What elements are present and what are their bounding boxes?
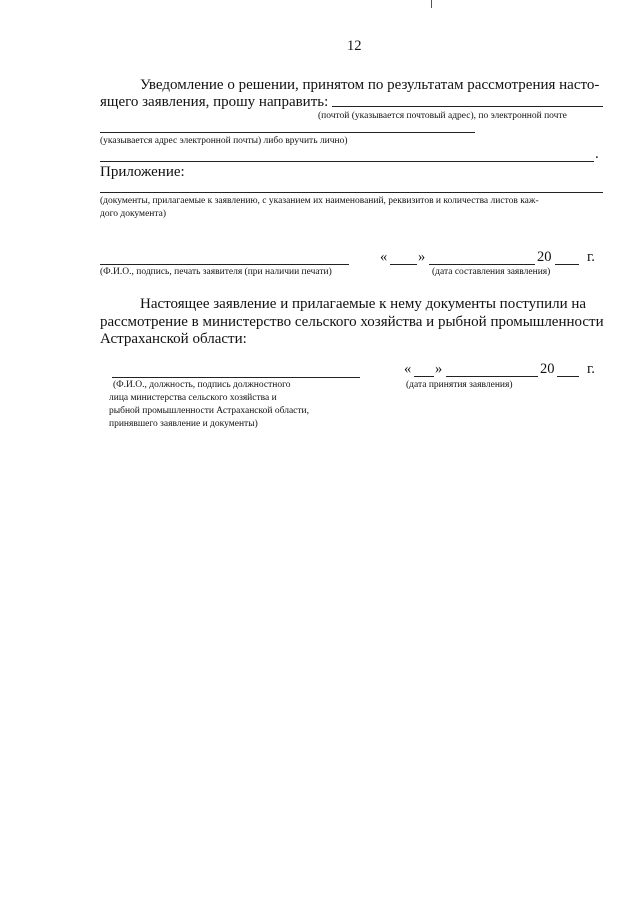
official-hint-1: (Ф.И.О., должность, подпись должностного <box>113 380 291 390</box>
official-year-field[interactable] <box>557 376 579 377</box>
official-hint-3: рыбной промышленности Астраханской области, <box>109 406 310 416</box>
applicant-year-field[interactable] <box>555 264 579 265</box>
official-date-close-quote: » <box>435 361 443 377</box>
official-day-field[interactable] <box>414 376 434 377</box>
top-edge-mark <box>431 0 432 8</box>
official-month-field[interactable] <box>446 376 538 377</box>
page-number: 12 <box>347 38 362 54</box>
official-year-suffix: г. <box>587 361 595 377</box>
official-hint-4: принявшего заявление и документы) <box>109 419 258 429</box>
received-line-2: рассмотрение в министерство сельского хозяйства и рыбной промышленности <box>100 314 604 330</box>
notice-line-1: Уведомление о решении, принятом по результатам рассмотрения насто- <box>140 77 600 93</box>
applicant-date-hint: (дата составления заявления) <box>432 267 551 277</box>
applicant-day-field[interactable] <box>390 264 417 265</box>
applicant-fio-hint: (Ф.И.О., подпись, печать заявителя (при наличии печати) <box>100 267 332 277</box>
applicant-year-prefix: 20 <box>537 249 552 265</box>
applicant-year-suffix: г. <box>587 249 595 265</box>
applicant-date-open-quote: « <box>380 249 388 265</box>
attachment-hint-1: (документы, прилагаемые к заявлению, с указанием их наименований, реквизитов и количества листов каж- <box>100 196 539 206</box>
attachment-field[interactable] <box>100 192 603 193</box>
delivery-method-field[interactable] <box>332 106 603 107</box>
hint-post: (почтой (указывается почтовый адрес), по электронной почте <box>318 111 567 121</box>
attachment-hint-2: дого документа) <box>100 209 167 219</box>
applicant-signature-field[interactable] <box>100 264 349 265</box>
received-line-1: Настоящее заявление и прилагаемые к нему документы поступили на <box>140 296 587 312</box>
applicant-date-close-quote: » <box>418 249 426 265</box>
attachment-heading: Приложение: <box>100 164 185 180</box>
official-signature-field[interactable] <box>112 377 360 378</box>
official-year-prefix: 20 <box>540 361 555 377</box>
hint-email: (указывается адрес электронной почты) либо вручить лично) <box>100 136 348 146</box>
notice-line-2: ящего заявления, прошу направить: <box>100 94 329 110</box>
official-date-open-quote: « <box>404 361 412 377</box>
official-hint-2: лица министерства сельского хозяйства и <box>109 393 277 403</box>
applicant-month-field[interactable] <box>429 264 535 265</box>
received-line-3: Астраханской области: <box>100 331 247 347</box>
delivery-extra-field[interactable] <box>100 161 594 162</box>
delivery-email-field[interactable] <box>100 132 475 133</box>
notice-end-dot: . <box>595 146 599 162</box>
official-date-hint: (дата принятия заявления) <box>406 380 513 390</box>
